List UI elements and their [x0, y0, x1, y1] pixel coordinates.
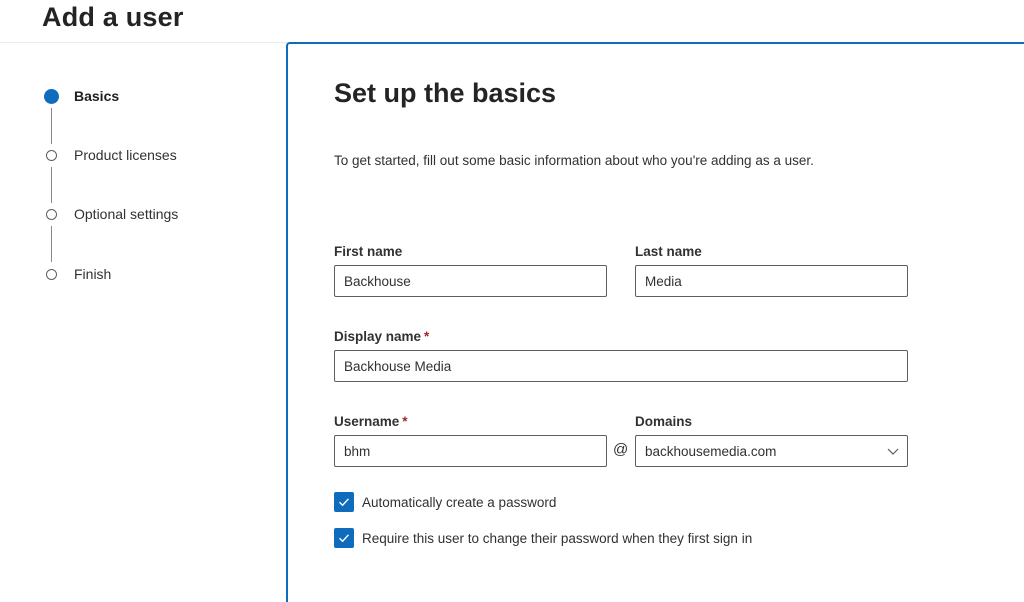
- domains-selected-value: backhousemedia.com: [645, 443, 777, 459]
- domains-label: Domains: [635, 414, 693, 429]
- step-active-icon: [44, 89, 59, 104]
- required-marker: *: [424, 329, 430, 344]
- auto-password-checkbox[interactable]: [334, 492, 354, 512]
- section-title: Set up the basics: [334, 78, 557, 108]
- require-change-checkbox[interactable]: [334, 528, 354, 548]
- last-name-input[interactable]: [635, 265, 908, 297]
- auto-password-label: Automatically create a password: [362, 494, 557, 510]
- step-label-optional-settings: Optional settings: [74, 206, 179, 222]
- last-name-label: Last name: [635, 244, 702, 259]
- username-label: Username: [334, 414, 400, 429]
- step-connector: [51, 108, 52, 144]
- checkmark-icon: [338, 532, 350, 544]
- step-inactive-icon: [46, 150, 57, 161]
- step-label-finish: Finish: [74, 266, 112, 282]
- chevron-down-icon: [887, 445, 899, 457]
- display-name-label: Display name: [334, 329, 422, 344]
- step-optional-settings[interactable]: [46, 204, 179, 224]
- step-connector: [51, 167, 52, 203]
- step-label-basics: Basics: [74, 88, 120, 104]
- display-name-input[interactable]: [334, 350, 908, 382]
- domains-dropdown[interactable]: [635, 435, 908, 467]
- form-panel: [286, 42, 1024, 602]
- username-label-row: [334, 414, 408, 429]
- intro-text: To get started, fill out some basic information about who you're adding as a user.: [334, 153, 814, 168]
- checkmark-icon: [338, 496, 350, 508]
- step-inactive-icon: [46, 209, 57, 220]
- first-name-input[interactable]: [334, 265, 607, 297]
- first-name-label: First name: [334, 244, 403, 259]
- at-symbol: @: [613, 441, 629, 458]
- auto-password-row: [334, 492, 556, 512]
- username-input[interactable]: [334, 435, 607, 467]
- step-inactive-icon: [46, 269, 57, 280]
- require-change-row: [334, 528, 752, 548]
- require-change-label: Require this user to change their password when they first sign in: [362, 530, 753, 546]
- step-finish[interactable]: [46, 264, 112, 284]
- step-connector: [51, 226, 52, 262]
- step-label-product-licenses: Product licenses: [74, 147, 177, 163]
- page-title: Add a user: [42, 2, 184, 32]
- step-basics[interactable]: [46, 86, 120, 106]
- display-name-label-row: [334, 329, 429, 344]
- required-marker: *: [402, 414, 408, 429]
- step-product-licenses[interactable]: [46, 145, 177, 165]
